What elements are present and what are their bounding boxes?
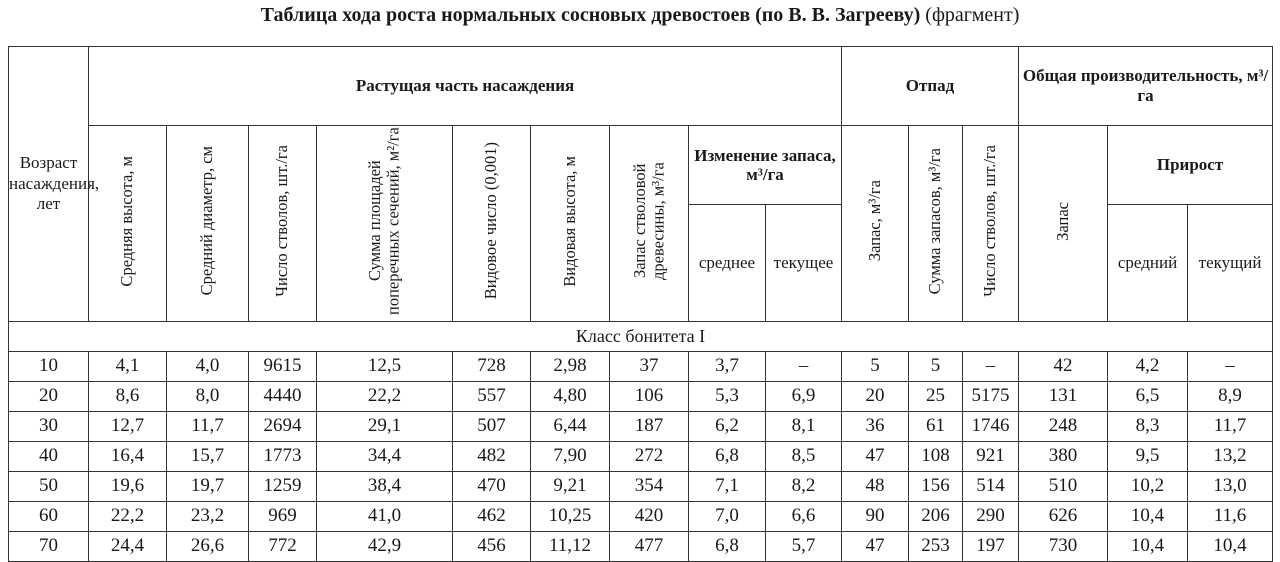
table-cell: 11,12 (531, 531, 610, 561)
table-cell: 248 (1019, 411, 1108, 441)
header-avg-height: Средняя высота, м (89, 126, 167, 322)
table-cell: 477 (610, 531, 689, 561)
table-cell: 12,5 (317, 351, 453, 381)
header-increment-mean: средний (1108, 205, 1188, 321)
header-total-productivity: Общая производительность, м³/га (1019, 47, 1273, 126)
table-cell: 19,7 (167, 471, 249, 501)
table-cell: 3,7 (689, 351, 766, 381)
age-cell: 50 (9, 471, 89, 501)
table-row (9, 471, 1273, 501)
table-cell: 8,9 (1188, 381, 1273, 411)
table-title-fragment: (фрагмент) (925, 4, 1020, 26)
table-cell: 8,1 (766, 411, 842, 441)
table-cell: 380 (1019, 441, 1108, 471)
table-cell: 9,5 (1108, 441, 1188, 471)
header-age: Возраст насаждения, лет (9, 47, 89, 322)
table-cell: 61 (909, 411, 963, 441)
table-cell: 37 (610, 351, 689, 381)
age-cell: 20 (9, 381, 89, 411)
table-cell: 13,0 (1188, 471, 1273, 501)
table-cell: 22,2 (89, 501, 167, 531)
header-avg-diameter: Средний диаметр, см (167, 126, 249, 322)
table-cell: 42 (1019, 351, 1108, 381)
table-row (9, 501, 1273, 531)
table-row (9, 531, 1273, 561)
age-cell: 60 (9, 501, 89, 531)
table-cell: 4,80 (531, 381, 610, 411)
table-cell: 206 (909, 501, 963, 531)
site-class-label: Класс бонитета I (9, 321, 1273, 351)
header-increment-current: текущий (1188, 205, 1273, 321)
table-cell: 4,2 (1108, 351, 1188, 381)
table-cell: 5175 (963, 381, 1019, 411)
table-cell: 4,1 (89, 351, 167, 381)
table-cell: 10,4 (1108, 501, 1188, 531)
table-cell: 197 (963, 531, 1019, 561)
table-cell: 6,8 (689, 441, 766, 471)
table-cell: 8,0 (167, 381, 249, 411)
growth-table (8, 46, 1273, 562)
table-cell: 34,4 (317, 441, 453, 471)
header-stem-volume: Запас стволовой древесины, м³/га (610, 126, 689, 322)
table-cell: 24,4 (89, 531, 167, 561)
table-cell: 6,8 (689, 531, 766, 561)
table-cell: 7,0 (689, 501, 766, 531)
table-cell: 10,4 (1108, 531, 1188, 561)
table-cell: 187 (610, 411, 689, 441)
header-form-factor: Видовое число (0,001) (453, 126, 531, 322)
table-cell: 921 (963, 441, 1019, 471)
table-cell: – (766, 351, 842, 381)
table-cell: 8,6 (89, 381, 167, 411)
table-cell: – (1188, 351, 1273, 381)
table-cell: 10,2 (1108, 471, 1188, 501)
table-cell: 7,1 (689, 471, 766, 501)
table-cell: 10,4 (1188, 531, 1273, 561)
table-cell: 1259 (249, 471, 317, 501)
table-row (9, 411, 1273, 441)
header-drop-stock-sum: Сумма запасов, м³/га (909, 126, 963, 322)
header-basal-area: Сумма площадей поперечных сечений, м²/га (317, 126, 453, 322)
table-cell: 557 (453, 381, 531, 411)
header-stock-change-current: текущее (766, 205, 842, 321)
table-cell: 482 (453, 441, 531, 471)
age-cell: 30 (9, 411, 89, 441)
table-cell: 8,5 (766, 441, 842, 471)
header-drop-stem-count: Число стволов, шт./га (963, 126, 1019, 322)
table-cell: 6,5 (1108, 381, 1188, 411)
table-cell: 9,21 (531, 471, 610, 501)
table-cell: 48 (842, 471, 909, 501)
table-cell: 36 (842, 411, 909, 441)
age-cell: 10 (9, 351, 89, 381)
header-stock-change-mean: среднее (689, 205, 766, 321)
table-cell: 90 (842, 501, 909, 531)
table-cell: 9615 (249, 351, 317, 381)
table-cell: 1773 (249, 441, 317, 471)
table-cell: 8,2 (766, 471, 842, 501)
table-cell: 47 (842, 441, 909, 471)
table-cell: 4,0 (167, 351, 249, 381)
table-cell: 420 (610, 501, 689, 531)
header-dropout: Отпад (842, 47, 1019, 126)
table-cell: 131 (1019, 381, 1108, 411)
table-cell: 728 (453, 351, 531, 381)
age-cell: 40 (9, 441, 89, 471)
table-cell: 969 (249, 501, 317, 531)
table-cell: 29,1 (317, 411, 453, 441)
table-cell: 108 (909, 441, 963, 471)
table-cell: 354 (610, 471, 689, 501)
table-cell: 22,2 (317, 381, 453, 411)
table-cell: 12,7 (89, 411, 167, 441)
table-cell: 8,3 (1108, 411, 1188, 441)
table-cell: 38,4 (317, 471, 453, 501)
table-cell: 23,2 (167, 501, 249, 531)
table-row (9, 381, 1273, 411)
table-cell: 106 (610, 381, 689, 411)
header-total-stock: Запас (1019, 126, 1108, 322)
table-cell: – (963, 351, 1019, 381)
table-cell: 456 (453, 531, 531, 561)
table-cell: 6,9 (766, 381, 842, 411)
table-title-main: Таблица хода роста нормальных сосновых древостоев (по В. В. Загрееву) (260, 4, 921, 26)
table-cell: 20 (842, 381, 909, 411)
table-cell: 11,6 (1188, 501, 1273, 531)
table-cell: 10,25 (531, 501, 610, 531)
table-cell: 507 (453, 411, 531, 441)
table-cell: 11,7 (167, 411, 249, 441)
table-cell: 4440 (249, 381, 317, 411)
table-cell: 7,90 (531, 441, 610, 471)
table-cell: 5,7 (766, 531, 842, 561)
table-cell: 15,7 (167, 441, 249, 471)
table-cell: 19,6 (89, 471, 167, 501)
table-cell: 156 (909, 471, 963, 501)
table-cell: 1746 (963, 411, 1019, 441)
table-cell: 11,7 (1188, 411, 1273, 441)
table-cell: 16,4 (89, 441, 167, 471)
table-cell: 290 (963, 501, 1019, 531)
table-row (9, 351, 1273, 381)
table-cell: 514 (963, 471, 1019, 501)
table-cell: 272 (610, 441, 689, 471)
header-stock-change: Изменение запаса, м³/га (689, 126, 842, 205)
table-cell: 13,2 (1188, 441, 1273, 471)
table-cell: 462 (453, 501, 531, 531)
table-cell: 5 (842, 351, 909, 381)
table-cell: 6,44 (531, 411, 610, 441)
table-cell: 42,9 (317, 531, 453, 561)
table-cell: 26,6 (167, 531, 249, 561)
table-title (0, 4, 1280, 27)
header-stem-count: Число стволов, шт./га (249, 126, 317, 322)
table-cell: 2694 (249, 411, 317, 441)
table-cell: 470 (453, 471, 531, 501)
header-increment: Прирост (1108, 126, 1273, 205)
table-cell: 6,2 (689, 411, 766, 441)
table-cell: 730 (1019, 531, 1108, 561)
header-drop-stock: Запас, м³/га (842, 126, 909, 322)
table-cell: 6,6 (766, 501, 842, 531)
header-form-height: Видовая высота, м (531, 126, 610, 322)
table-cell: 25 (909, 381, 963, 411)
table-cell: 253 (909, 531, 963, 561)
header-growing-part: Растущая часть насаждения (89, 47, 842, 126)
table-cell: 2,98 (531, 351, 610, 381)
table-cell: 47 (842, 531, 909, 561)
table-cell: 626 (1019, 501, 1108, 531)
table-cell: 41,0 (317, 501, 453, 531)
table-cell: 510 (1019, 471, 1108, 501)
table-row (9, 441, 1273, 471)
table-cell: 772 (249, 531, 317, 561)
age-cell: 70 (9, 531, 89, 561)
table-cell: 5,3 (689, 381, 766, 411)
table-cell: 5 (909, 351, 963, 381)
